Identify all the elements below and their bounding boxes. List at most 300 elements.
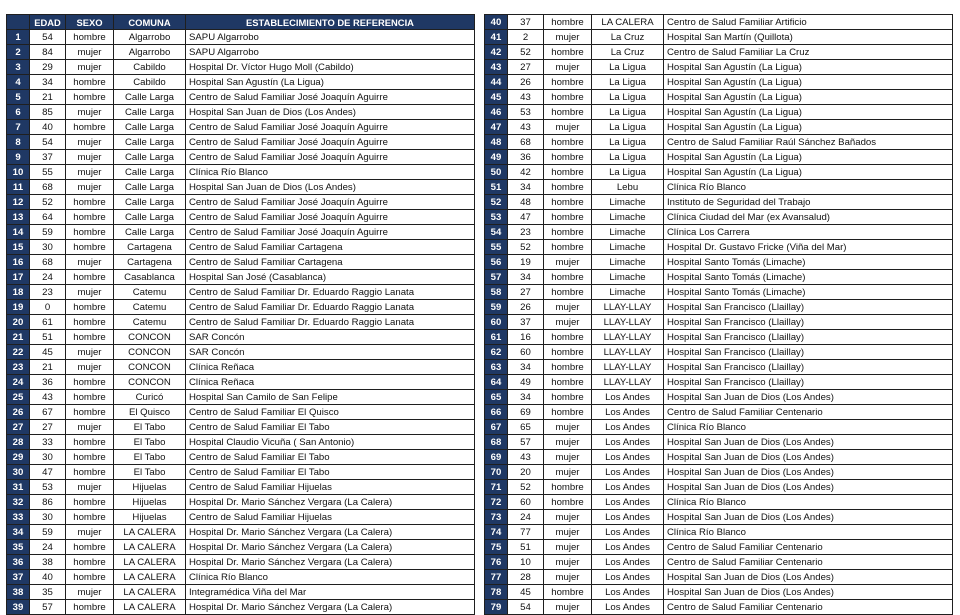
row-number: 39	[7, 600, 30, 615]
cell-edad: 40	[30, 570, 66, 585]
table-row	[485, 600, 953, 615]
cell-edad: 0	[30, 300, 66, 315]
cell-sexo: hombre	[544, 360, 592, 375]
cell-sexo: hombre	[66, 90, 114, 105]
cell-edad: 34	[30, 75, 66, 90]
cell-comuna: LA CALERA	[114, 570, 186, 585]
cell-sexo: mujer	[66, 585, 114, 600]
cell-sexo: hombre	[66, 75, 114, 90]
cell-comuna: La Ligua	[592, 165, 664, 180]
row-number: 2	[7, 45, 30, 60]
cell-comuna: Los Andes	[592, 450, 664, 465]
cell-sexo: hombre	[66, 465, 114, 480]
cell-edad: 59	[30, 525, 66, 540]
cell-establecimiento: Hospital San Camilo de San Felipe	[186, 390, 475, 405]
row-number: 73	[485, 510, 508, 525]
row-number: 60	[485, 315, 508, 330]
cell-establecimiento: Hospital San Juan de Dios (Los Andes)	[664, 585, 953, 600]
cell-sexo: hombre	[544, 15, 592, 30]
table-row	[485, 330, 953, 345]
cell-sexo: hombre	[544, 405, 592, 420]
row-number: 22	[7, 345, 30, 360]
cell-establecimiento: Hospital San Juan de Dios (Los Andes)	[664, 510, 953, 525]
cell-comuna: LA CALERA	[592, 15, 664, 30]
cell-comuna: Los Andes	[592, 405, 664, 420]
cell-edad: 51	[508, 540, 544, 555]
table-row	[7, 120, 475, 135]
cell-establecimiento: Hospital San Agustín (La Ligua)	[664, 60, 953, 75]
cell-sexo: hombre	[544, 165, 592, 180]
cell-comuna: Hijuelas	[114, 480, 186, 495]
cell-comuna: Calle Larga	[114, 180, 186, 195]
row-number: 52	[485, 195, 508, 210]
cell-edad: 45	[508, 585, 544, 600]
row-number: 67	[485, 420, 508, 435]
table-row	[7, 585, 475, 600]
cell-sexo: hombre	[544, 585, 592, 600]
cell-edad: 23	[30, 285, 66, 300]
cell-sexo: mujer	[66, 45, 114, 60]
cell-comuna: El Quisco	[114, 405, 186, 420]
cell-establecimiento: Centro de Salud Familiar Centenario	[664, 405, 953, 420]
table-row	[7, 60, 475, 75]
cell-comuna: Los Andes	[592, 495, 664, 510]
cell-comuna: La Cruz	[592, 45, 664, 60]
row-number: 4	[7, 75, 30, 90]
row-number: 68	[485, 435, 508, 450]
row-number: 71	[485, 480, 508, 495]
cell-comuna: CONCON	[114, 330, 186, 345]
cell-establecimiento: Instituto de Seguridad del Trabajo	[664, 195, 953, 210]
header-edad: EDAD	[30, 15, 66, 30]
cell-edad: 2	[508, 30, 544, 45]
cell-comuna: LLAY-LLAY	[592, 300, 664, 315]
row-number: 59	[485, 300, 508, 315]
cell-establecimiento: Hospital San Agustín (La Ligua)	[664, 105, 953, 120]
cell-edad: 42	[508, 165, 544, 180]
cell-establecimiento: Centro de Salud Familiar Centenario	[664, 600, 953, 615]
cell-comuna: Los Andes	[592, 585, 664, 600]
row-number: 66	[485, 405, 508, 420]
cell-edad: 27	[30, 420, 66, 435]
cell-comuna: La Ligua	[592, 150, 664, 165]
cell-edad: 47	[30, 465, 66, 480]
cell-sexo: mujer	[66, 105, 114, 120]
cell-edad: 34	[508, 180, 544, 195]
row-number: 8	[7, 135, 30, 150]
cell-edad: 54	[30, 135, 66, 150]
row-number: 72	[485, 495, 508, 510]
table-row	[7, 225, 475, 240]
cell-edad: 28	[508, 570, 544, 585]
cell-sexo: hombre	[66, 120, 114, 135]
cell-establecimiento: Clínica Río Blanco	[186, 165, 475, 180]
table-row	[7, 435, 475, 450]
cell-establecimiento: Centro de Salud Familiar Cartagena	[186, 240, 475, 255]
cell-sexo: hombre	[66, 375, 114, 390]
table-row	[485, 180, 953, 195]
cell-sexo: hombre	[66, 210, 114, 225]
cell-edad: 43	[508, 450, 544, 465]
cell-comuna: Catemu	[114, 285, 186, 300]
cell-establecimiento: Hospital San Agustín (La Ligua)	[186, 75, 475, 90]
row-number: 78	[485, 585, 508, 600]
table-row	[7, 195, 475, 210]
row-number: 55	[485, 240, 508, 255]
row-number: 25	[7, 390, 30, 405]
row-number: 9	[7, 150, 30, 165]
cell-sexo: mujer	[544, 435, 592, 450]
cell-edad: 64	[30, 210, 66, 225]
header-comuna: COMUNA	[114, 15, 186, 30]
row-number: 1	[7, 30, 30, 45]
cell-establecimiento: Centro de Salud Familiar José Joaquín Aguirre	[186, 225, 475, 240]
cell-comuna: Cabildo	[114, 60, 186, 75]
row-number: 3	[7, 60, 30, 75]
cell-edad: 33	[30, 435, 66, 450]
cell-establecimiento: SAPU Algarrobo	[186, 30, 475, 45]
row-number: 30	[7, 465, 30, 480]
cell-edad: 52	[508, 480, 544, 495]
cell-sexo: mujer	[544, 300, 592, 315]
cell-comuna: La Ligua	[592, 75, 664, 90]
cell-sexo: mujer	[66, 255, 114, 270]
cell-establecimiento: Centro de Salud Familiar Hijuelas	[186, 510, 475, 525]
cell-edad: 57	[508, 435, 544, 450]
cell-sexo: hombre	[544, 330, 592, 345]
row-number: 40	[485, 15, 508, 30]
cell-establecimiento: Hospital San Agustín (La Ligua)	[664, 150, 953, 165]
cell-comuna: LLAY-LLAY	[592, 315, 664, 330]
row-number: 19	[7, 300, 30, 315]
cell-sexo: mujer	[66, 135, 114, 150]
row-number: 63	[485, 360, 508, 375]
cell-comuna: Calle Larga	[114, 225, 186, 240]
row-number: 20	[7, 315, 30, 330]
cell-sexo: mujer	[66, 525, 114, 540]
cell-comuna: La Ligua	[592, 135, 664, 150]
cell-sexo: hombre	[544, 495, 592, 510]
table-row	[485, 90, 953, 105]
cell-sexo: hombre	[544, 240, 592, 255]
cell-sexo: hombre	[544, 45, 592, 60]
table-row	[485, 300, 953, 315]
cell-edad: 40	[30, 120, 66, 135]
table-row	[485, 255, 953, 270]
row-number: 79	[485, 600, 508, 615]
cell-establecimiento: Centro de Salud Familiar José Joaquín Aguirre	[186, 150, 475, 165]
cell-comuna: Curicó	[114, 390, 186, 405]
cell-sexo: hombre	[66, 495, 114, 510]
cell-edad: 68	[30, 255, 66, 270]
cell-establecimiento: Clínica Reñaca	[186, 375, 475, 390]
cell-establecimiento: Centro de Salud Familiar El Tabo	[186, 450, 475, 465]
cell-comuna: Calle Larga	[114, 150, 186, 165]
cell-sexo: hombre	[66, 600, 114, 615]
table-row	[7, 540, 475, 555]
table-row	[485, 570, 953, 585]
row-number: 51	[485, 180, 508, 195]
cell-sexo: hombre	[66, 270, 114, 285]
table-row	[485, 345, 953, 360]
cell-edad: 43	[508, 90, 544, 105]
table-row	[485, 510, 953, 525]
cell-establecimiento: Hospital Dr. Gustavo Fricke (Viña del Mar)	[664, 240, 953, 255]
table-row	[7, 600, 475, 615]
row-number: 14	[7, 225, 30, 240]
table-body-left	[7, 30, 475, 615]
cell-edad: 30	[30, 450, 66, 465]
cell-edad: 30	[30, 510, 66, 525]
row-number: 17	[7, 270, 30, 285]
row-number: 28	[7, 435, 30, 450]
table-row	[485, 165, 953, 180]
row-number: 23	[7, 360, 30, 375]
cell-comuna: Casablanca	[114, 270, 186, 285]
cell-establecimiento: Centro de Salud Familiar Centenario	[664, 555, 953, 570]
cell-edad: 60	[508, 345, 544, 360]
cell-edad: 77	[508, 525, 544, 540]
header-establecimiento: ESTABLECIMIENTO DE REFERENCIA	[186, 15, 475, 30]
cell-sexo: hombre	[66, 510, 114, 525]
cell-comuna: Algarrobo	[114, 30, 186, 45]
row-number: 6	[7, 105, 30, 120]
cell-edad: 24	[30, 540, 66, 555]
cell-comuna: Limache	[592, 195, 664, 210]
row-number: 77	[485, 570, 508, 585]
cell-edad: 60	[508, 495, 544, 510]
table-row	[485, 360, 953, 375]
cell-establecimiento: Clínica Ciudad del Mar (ex Avansalud)	[664, 210, 953, 225]
cell-comuna: Calle Larga	[114, 120, 186, 135]
cell-edad: 43	[30, 390, 66, 405]
cell-sexo: hombre	[66, 540, 114, 555]
cell-comuna: El Tabo	[114, 465, 186, 480]
cell-comuna: Limache	[592, 270, 664, 285]
cell-sexo: hombre	[66, 225, 114, 240]
cell-establecimiento: Centro de Salud Familiar Dr. Eduardo Raggio Lanata	[186, 315, 475, 330]
table-row	[485, 105, 953, 120]
cell-establecimiento: Hospital Dr. Mario Sánchez Vergara (La Calera)	[186, 600, 475, 615]
cell-establecimiento: Hospital San Juan de Dios (Los Andes)	[664, 435, 953, 450]
row-number: 46	[485, 105, 508, 120]
cell-establecimiento: Hospital San Francisco (Llaillay)	[664, 375, 953, 390]
cell-comuna: Los Andes	[592, 600, 664, 615]
cell-edad: 30	[30, 240, 66, 255]
cell-establecimiento: Hospital San Juan de Dios (Los Andes)	[664, 450, 953, 465]
table-row	[7, 510, 475, 525]
row-number: 13	[7, 210, 30, 225]
cell-comuna: Hijuelas	[114, 495, 186, 510]
cell-sexo: mujer	[544, 60, 592, 75]
table-row	[7, 135, 475, 150]
cell-establecimiento: Clínica Río Blanco	[664, 420, 953, 435]
row-number: 69	[485, 450, 508, 465]
table-row	[485, 375, 953, 390]
row-number: 74	[485, 525, 508, 540]
cell-establecimiento: Hospital San Francisco (Llaillay)	[664, 330, 953, 345]
table-row	[7, 180, 475, 195]
table-row	[485, 390, 953, 405]
cell-establecimiento: Hospital San Agustín (La Ligua)	[664, 165, 953, 180]
table-row	[7, 570, 475, 585]
cell-establecimiento: Centro de Salud Familiar José Joaquín Aguirre	[186, 210, 475, 225]
cell-sexo: hombre	[66, 390, 114, 405]
row-number: 35	[7, 540, 30, 555]
cell-establecimiento: Centro de Salud Familiar Cartagena	[186, 255, 475, 270]
cell-comuna: Limache	[592, 285, 664, 300]
row-number: 33	[7, 510, 30, 525]
table-header-row	[7, 15, 475, 30]
row-number: 10	[7, 165, 30, 180]
table-row	[7, 450, 475, 465]
table-row	[7, 495, 475, 510]
cell-establecimiento: Clínica Los Carrera	[664, 225, 953, 240]
cell-sexo: hombre	[544, 210, 592, 225]
cell-edad: 52	[508, 45, 544, 60]
cell-sexo: hombre	[544, 105, 592, 120]
cell-sexo: hombre	[544, 180, 592, 195]
table-row	[485, 285, 953, 300]
row-number: 44	[485, 75, 508, 90]
table-row	[485, 210, 953, 225]
cell-sexo: hombre	[544, 195, 592, 210]
table-row	[485, 195, 953, 210]
row-number: 54	[485, 225, 508, 240]
cell-establecimiento: Hospital Dr. Mario Sánchez Vergara (La Calera)	[186, 495, 475, 510]
cell-establecimiento: Hospital Claudio Vicuña ( San Antonio)	[186, 435, 475, 450]
cell-establecimiento: SAR Concón	[186, 345, 475, 360]
cell-comuna: Catemu	[114, 300, 186, 315]
cell-comuna: Catemu	[114, 315, 186, 330]
row-number: 36	[7, 555, 30, 570]
cell-sexo: mujer	[544, 30, 592, 45]
table-row	[7, 420, 475, 435]
cell-edad: 35	[30, 585, 66, 600]
cell-edad: 36	[508, 150, 544, 165]
cell-establecimiento: Centro de Salud Familiar José Joaquín Aguirre	[186, 90, 475, 105]
row-number: 27	[7, 420, 30, 435]
table-row	[7, 555, 475, 570]
cell-establecimiento: Hospital San Juan de Dios (Los Andes)	[664, 570, 953, 585]
cell-edad: 34	[508, 390, 544, 405]
row-number: 31	[7, 480, 30, 495]
header-sexo: SEXO	[66, 15, 114, 30]
cell-edad: 34	[508, 270, 544, 285]
cell-comuna: Cartagena	[114, 255, 186, 270]
cell-comuna: Calle Larga	[114, 90, 186, 105]
patients-table-right	[484, 14, 953, 615]
cell-edad: 36	[30, 375, 66, 390]
cell-sexo: mujer	[544, 570, 592, 585]
cell-sexo: hombre	[66, 435, 114, 450]
cell-comuna: Los Andes	[592, 525, 664, 540]
cell-edad: 86	[30, 495, 66, 510]
cell-establecimiento: Clínica Río Blanco	[664, 180, 953, 195]
cell-edad: 52	[508, 240, 544, 255]
table-row	[7, 165, 475, 180]
row-number: 12	[7, 195, 30, 210]
cell-comuna: Cabildo	[114, 75, 186, 90]
cell-establecimiento: SAR Concón	[186, 330, 475, 345]
table-row	[485, 450, 953, 465]
cell-edad: 57	[30, 600, 66, 615]
row-number: 34	[7, 525, 30, 540]
cell-establecimiento: Centro de Salud Familiar Raúl Sánchez Bañados	[664, 135, 953, 150]
cell-establecimiento: Integramédica Viña del Mar	[186, 585, 475, 600]
cell-establecimiento: Hospital Santo Tomás (Limache)	[664, 255, 953, 270]
table-row	[7, 390, 475, 405]
table-row	[485, 225, 953, 240]
cell-comuna: LA CALERA	[114, 600, 186, 615]
row-number: 24	[7, 375, 30, 390]
cell-sexo: mujer	[66, 420, 114, 435]
cell-sexo: mujer	[544, 555, 592, 570]
table-row	[7, 480, 475, 495]
row-number: 47	[485, 120, 508, 135]
cell-edad: 67	[30, 405, 66, 420]
cell-comuna: Calle Larga	[114, 165, 186, 180]
cell-comuna: CONCON	[114, 375, 186, 390]
cell-establecimiento: Hospital San Juan de Dios (Los Andes)	[664, 465, 953, 480]
cell-sexo: hombre	[544, 225, 592, 240]
table-row	[7, 240, 475, 255]
cell-sexo: hombre	[66, 240, 114, 255]
cell-establecimiento: Hospital San Martín (Quillota)	[664, 30, 953, 45]
table-row	[7, 315, 475, 330]
row-number: 11	[7, 180, 30, 195]
table-row	[485, 480, 953, 495]
table-row	[7, 525, 475, 540]
table-row	[7, 285, 475, 300]
cell-comuna: Limache	[592, 225, 664, 240]
cell-establecimiento: Centro de Salud Familiar Centenario	[664, 540, 953, 555]
cell-comuna: Limache	[592, 240, 664, 255]
row-number: 41	[485, 30, 508, 45]
cell-establecimiento: Hospital San Agustín (La Ligua)	[664, 75, 953, 90]
cell-edad: 53	[30, 480, 66, 495]
patients-table-left	[6, 14, 475, 615]
cell-comuna: Los Andes	[592, 420, 664, 435]
cell-establecimiento: Hospital Dr. Víctor Hugo Moll (Cabildo)	[186, 60, 475, 75]
row-number: 62	[485, 345, 508, 360]
row-number: 37	[7, 570, 30, 585]
row-number: 50	[485, 165, 508, 180]
cell-sexo: mujer	[66, 345, 114, 360]
table-row	[485, 495, 953, 510]
row-number: 42	[485, 45, 508, 60]
cell-comuna: El Tabo	[114, 450, 186, 465]
cell-comuna: Limache	[592, 255, 664, 270]
table-row	[485, 45, 953, 60]
cell-establecimiento: Centro de Salud Familiar El Tabo	[186, 420, 475, 435]
row-number: 5	[7, 90, 30, 105]
cell-establecimiento: Hospital Dr. Mario Sánchez Vergara (La Calera)	[186, 555, 475, 570]
cell-establecimiento: Centro de Salud Familiar La Cruz	[664, 45, 953, 60]
cell-edad: 61	[30, 315, 66, 330]
row-number: 26	[7, 405, 30, 420]
table-row	[485, 315, 953, 330]
table-row	[7, 465, 475, 480]
cell-establecimiento: Centro de Salud Familiar Dr. Eduardo Raggio Lanata	[186, 285, 475, 300]
cell-establecimiento: Hospital Santo Tomás (Limache)	[664, 285, 953, 300]
cell-edad: 37	[508, 15, 544, 30]
cell-sexo: mujer	[544, 525, 592, 540]
cell-edad: 55	[30, 165, 66, 180]
table-row	[485, 420, 953, 435]
table-row	[485, 120, 953, 135]
cell-edad: 51	[30, 330, 66, 345]
